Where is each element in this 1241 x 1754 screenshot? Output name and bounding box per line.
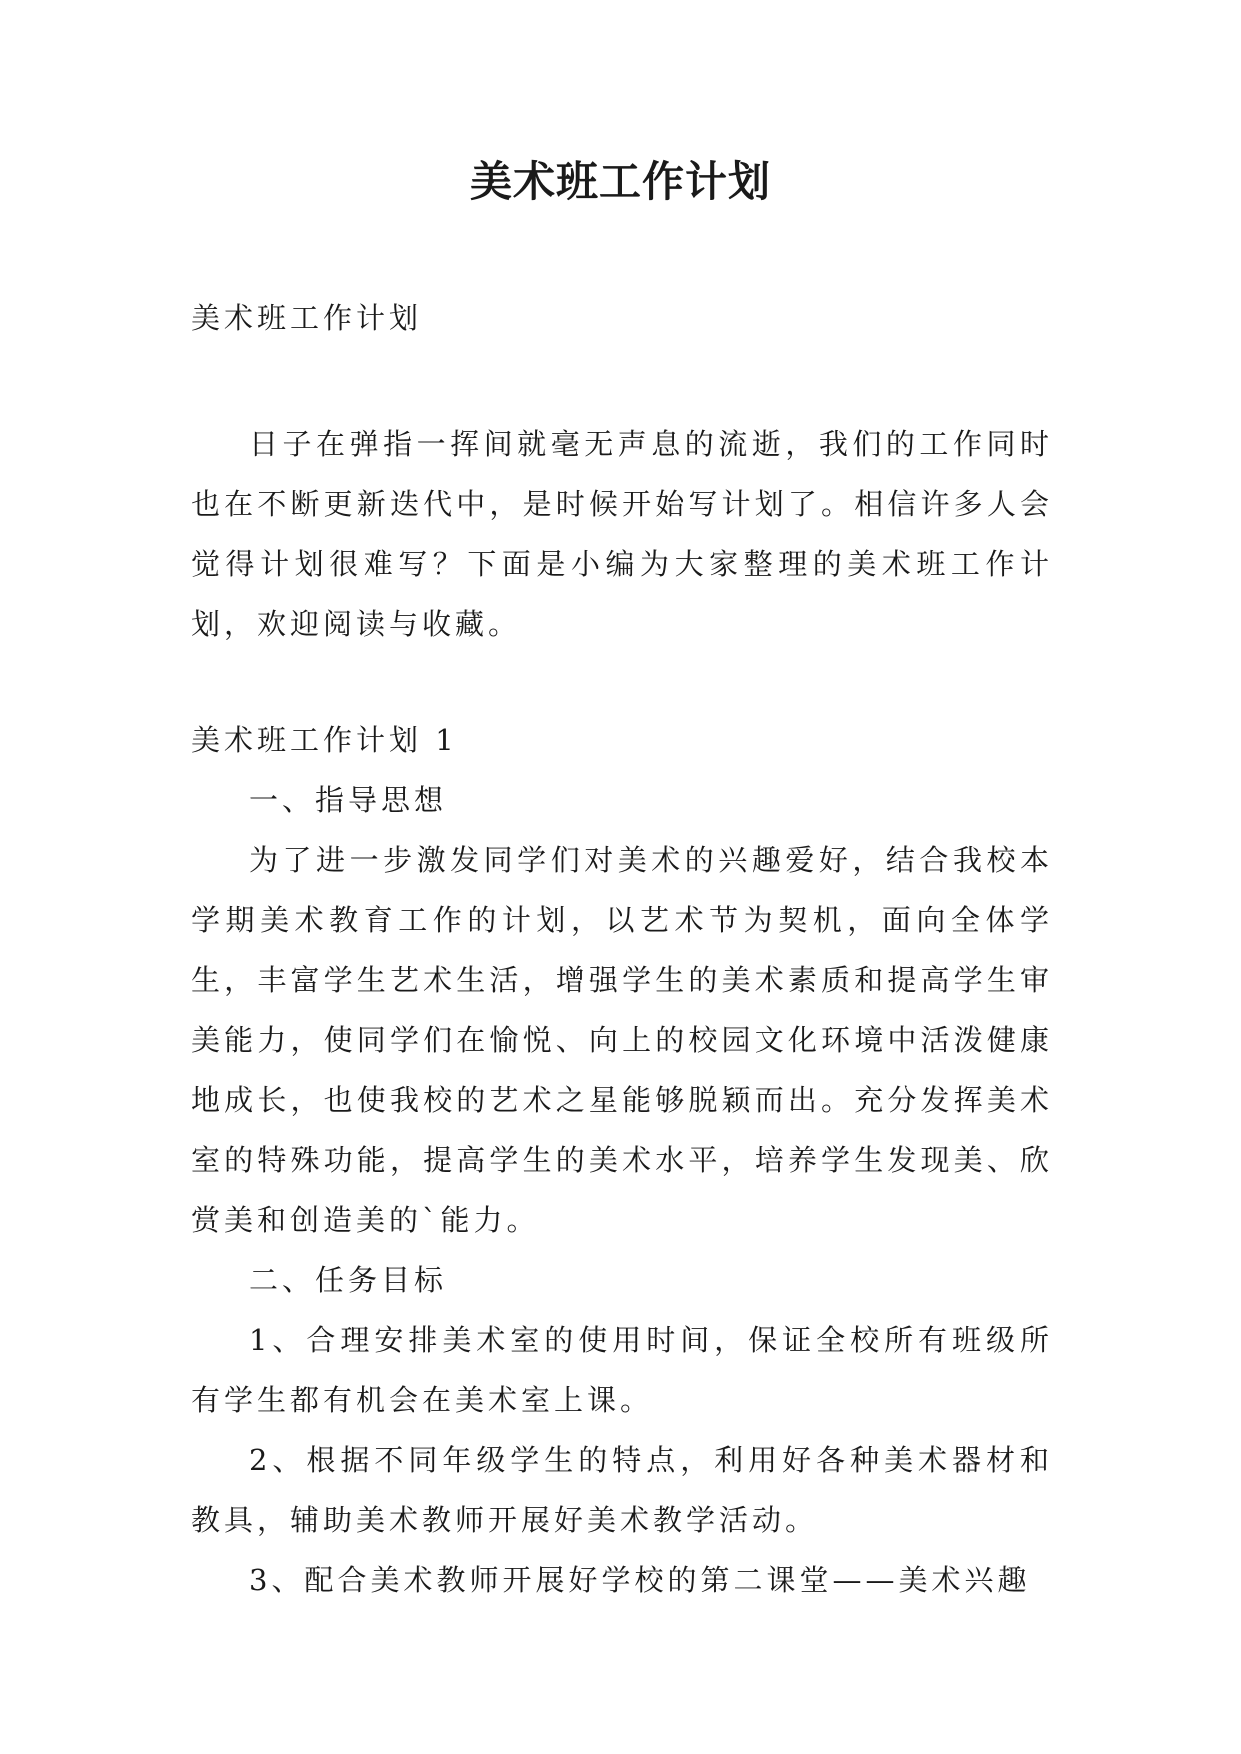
task-item-1: 1、合理安排美术室的使用时间，保证全校所有班级所有学生都有机会在美术室上课。 [191,1323,1053,1417]
document-body [191,288,1053,1610]
heading-task-goals: 二、任务目标 [249,1263,448,1297]
document-subtitle: 美术班工作计划 [191,301,423,335]
guiding-ideology-paragraph: 为了进一步激发同学们对美术的兴趣爱好，结合我校本学期美术教育工作的计划，以艺术节为契机，面向全体学生，丰富学生艺术生活，增强学生的美术素质和提高学生审美能力，使同学们在愉悦、向上的校园文化环境中活泼健康地成长，也使我校的艺术之星能够脱颖而出。充分发挥美术室的特殊功能，提高学生的美术水平，培养学生发现美、欣赏美和创造美的`能力。 [191,843,1053,1237]
section-title: 美术班工作计划 1 [191,723,458,757]
task-item-3: 3、配合美术教师开展好学校的第二课堂——美术兴趣 [249,1563,1031,1597]
document-title: 美术班工作计划 [469,157,771,206]
task-item-2: 2、根据不同年级学生的特点，利用好各种美术器材和教具，辅助美术教师开展好美术教学活动。 [191,1443,1053,1537]
intro-paragraph: 日子在弹指一挥间就毫无声息的流逝，我们的工作同时也在不断更新迭代中，是时候开始写计划了。相信许多人会觉得计划很难写？下面是小编为大家整理的美术班工作计划，欢迎阅读与收藏。 [191,427,1053,641]
heading-guiding-ideology: 一、指导思想 [249,783,448,817]
